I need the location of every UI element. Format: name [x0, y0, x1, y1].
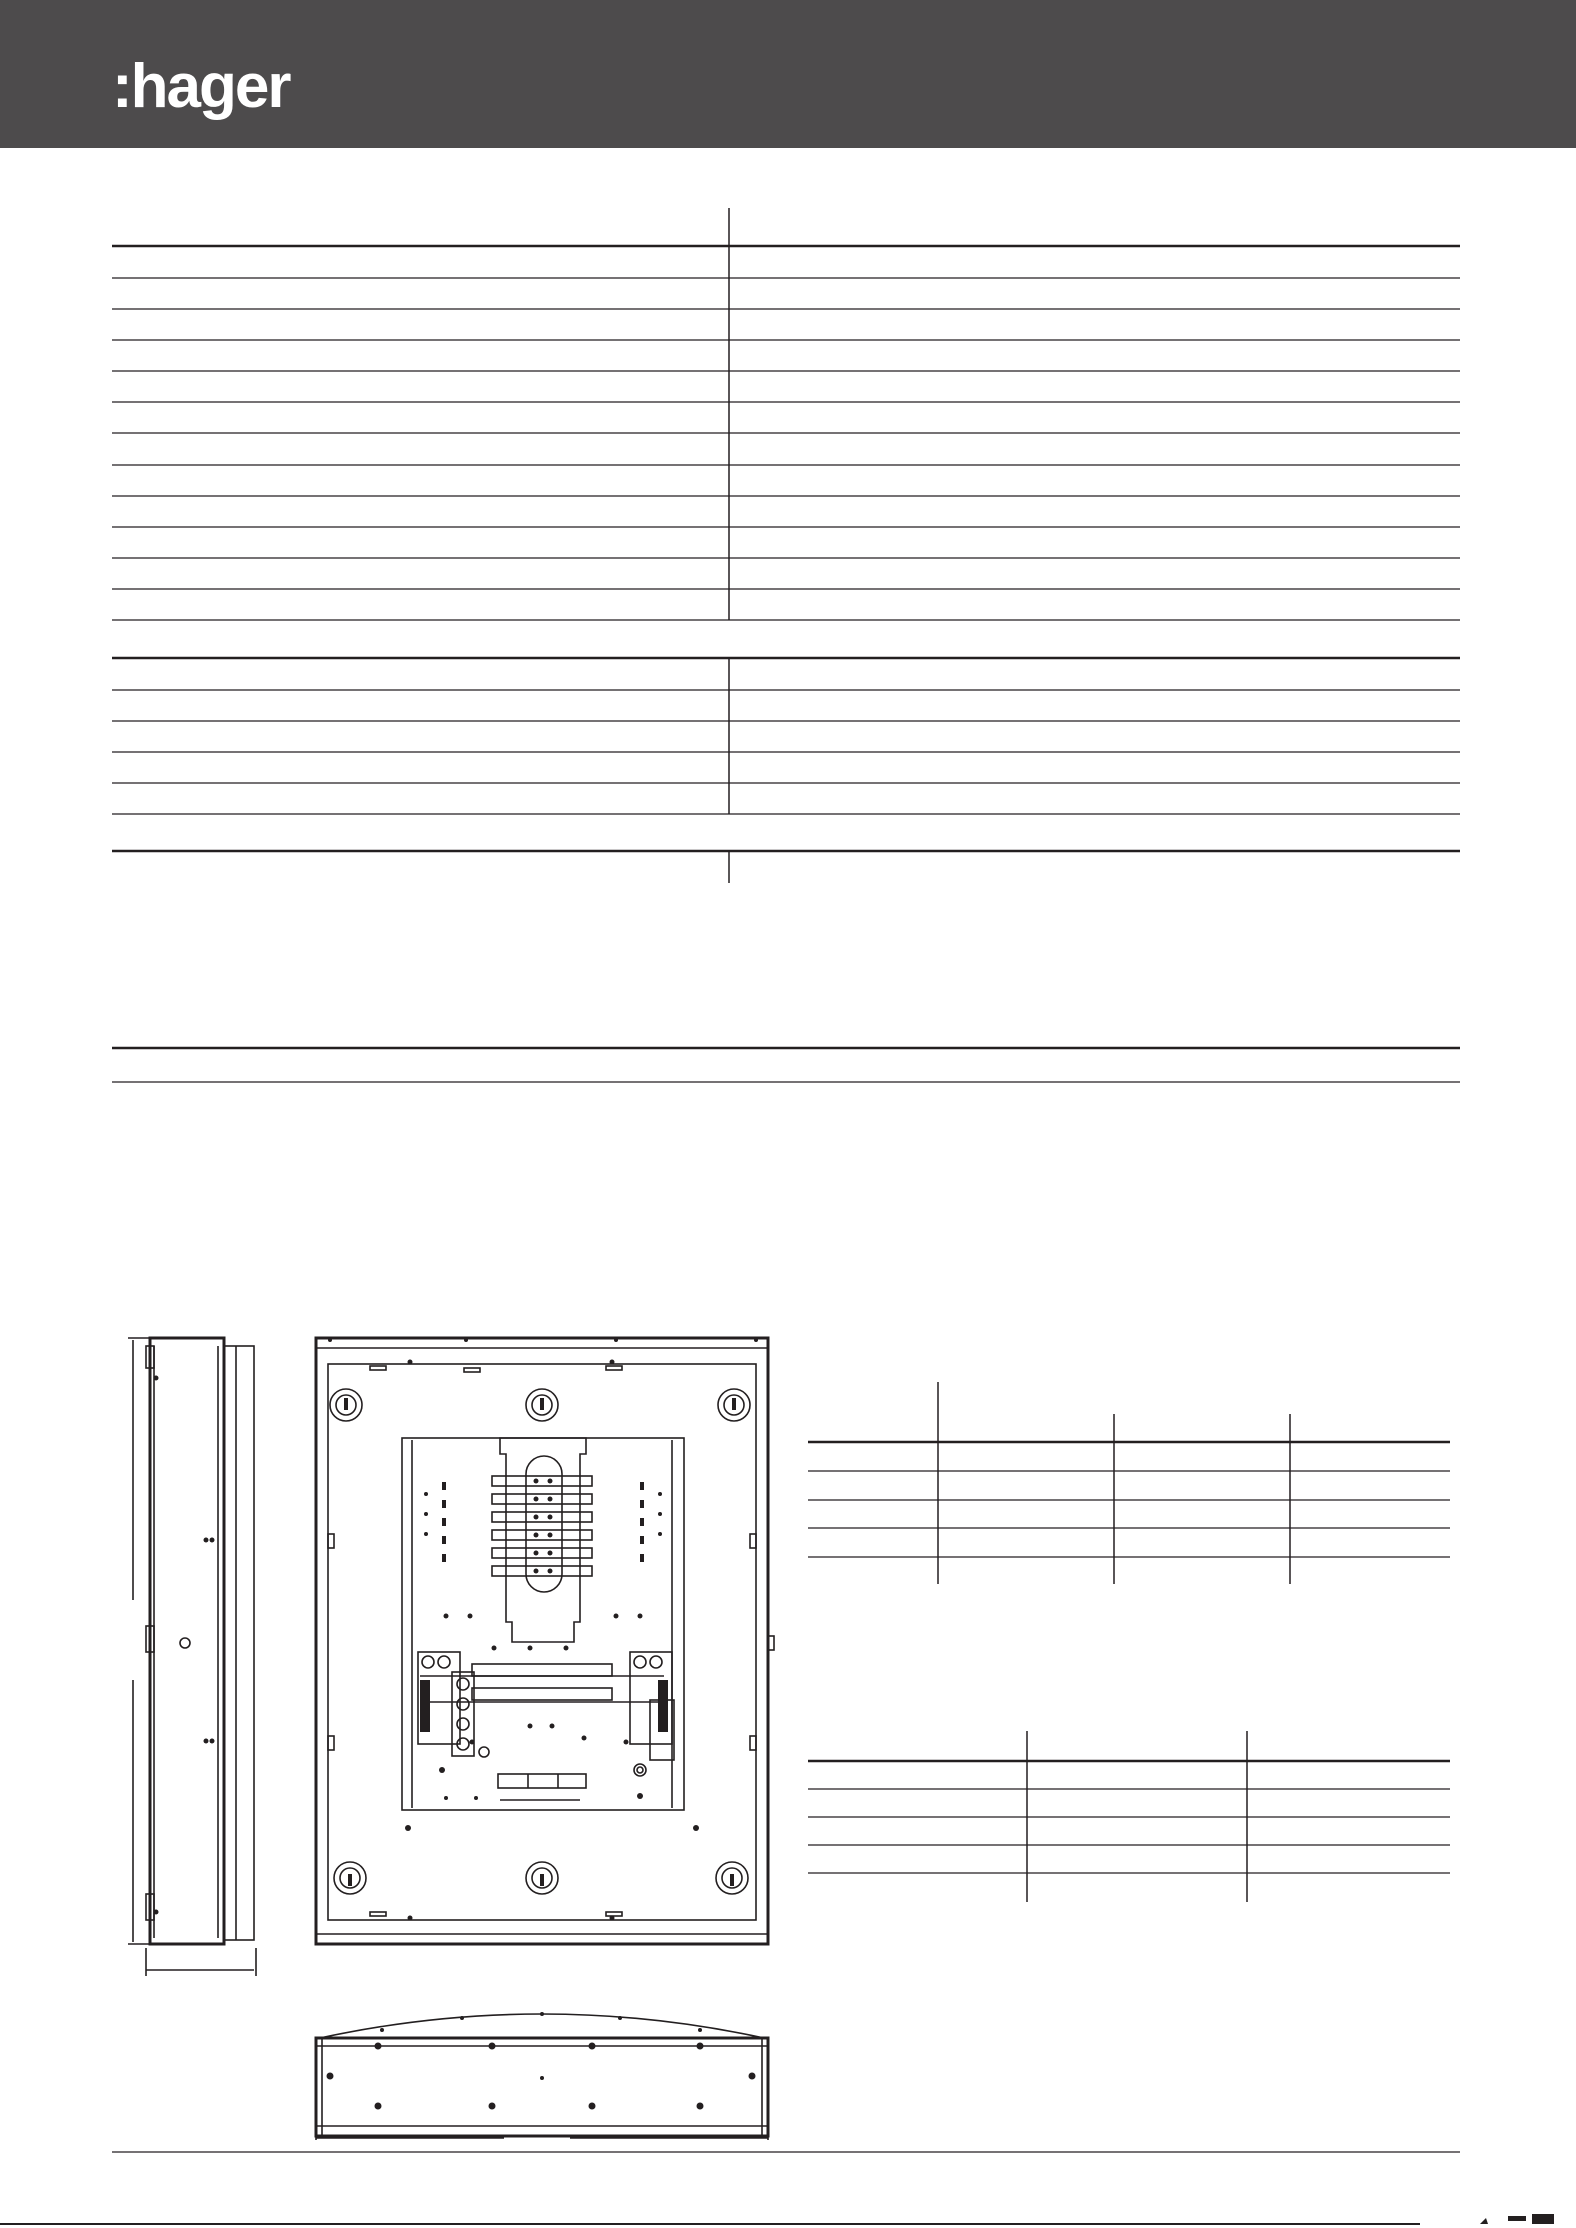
terminal-block-left: [418, 1652, 474, 1756]
neutral-bar: [472, 1664, 612, 1676]
breaker-block: [498, 1774, 586, 1788]
side-view-dot: [210, 1739, 215, 1744]
keyhole-icon: [716, 1862, 748, 1894]
stab-dots: [534, 1479, 553, 1574]
enclosure-tabs: [328, 1338, 774, 1921]
breaker-stabs: [492, 1476, 592, 1576]
bottom-view-enclosure: [316, 2038, 768, 2136]
side-view-dot: [204, 1538, 209, 1543]
side-view-cover: [224, 1346, 254, 1940]
keyhole-icon: [526, 1389, 558, 1421]
hager-logo: :hager: [112, 52, 290, 121]
side-view-enclosure: [150, 1338, 224, 1944]
bottom-view-cover-arc: [320, 2014, 764, 2038]
side-view-dot: [210, 1538, 215, 1543]
terminal-block-right: [630, 1652, 674, 1776]
bottom-view-knockouts: [327, 2012, 756, 2110]
side-view-drawing: [128, 1338, 256, 1976]
front-view-enclosure: [316, 1338, 768, 1944]
keyhole-icon: [330, 1389, 362, 1421]
side-view-dot: [154, 1376, 159, 1381]
side-view-dot: [154, 1910, 159, 1915]
side-view-hole: [180, 1638, 190, 1648]
keyhole-icon: [718, 1389, 750, 1421]
keyhole-icon: [334, 1862, 366, 1894]
side-view-dot: [204, 1739, 209, 1744]
neutral-bar: [472, 1688, 612, 1700]
bottom-view-drawing: [316, 2012, 768, 2140]
front-view-drawing: [316, 1338, 774, 2140]
keyhole-icon: [526, 1862, 558, 1894]
